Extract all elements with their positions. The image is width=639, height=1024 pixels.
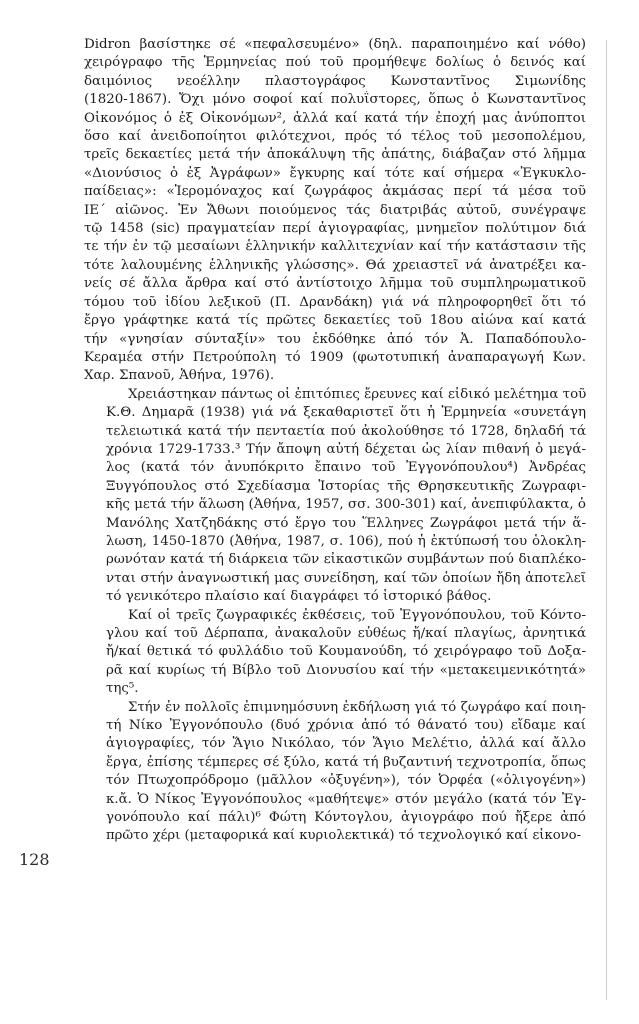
text-line: νείς σέ ἄλλα ἄρθρα καί στό ἀντίστοιχο λῆμμα τοῦ συμπληρωματικοῦ <box>84 276 586 292</box>
text-line: ρωνόταν κατά τή διάρκεια τῶν εἰκαστικῶν συμβάντων πού διαπλέκο- <box>106 552 586 568</box>
text-line: τή Νίκο Ἐγγονόπουλο (δυό χρόνια ἀπό τό θάνατό του) εἴδαμε καί <box>106 718 586 734</box>
text-line: λωση, 1450-1870 (Ἀθήνα, 1987, σ. 106), πού ἡ ἐκτύπωσή του ὁλοκλη- <box>106 533 586 549</box>
text-line: τότε λαλουμένης ἑλληνικῆς γλώσσης». Θά χρειαστεῖ νά ἀνατρέξει κα- <box>84 257 586 273</box>
page-edge-shadow <box>606 40 607 1000</box>
page-number: 128 <box>19 850 50 869</box>
text-line: κ.ἄ. Ὁ Νίκος Ἐγγονόπουλος «μαθήτεψε» στόν μεγάλο (κατά τόν Ἐγ- <box>106 791 586 807</box>
text-line: δαιμόνιος νεοέλλην πλαστογράφος Κωνσταντῖνος Σιμωνίδης <box>84 73 586 89</box>
text-line: τόμου τοῦ ἰδίου λεξικοῦ (Π. Δρανδάκη) γιά νά πληροφορηθεῖ ὅτι τό <box>84 294 586 310</box>
text-line: «Διονύσιος ὁ ἐξ Ἀγράφων» ἔγκυρης καί τότε καί σήμερα «Ἐγκυκλο- <box>84 165 586 181</box>
text-line: Χρειάστηκαν πάντως οἱ ἐπιτόπιες ἔρευνες καί εἰδικό μελέτημα τοῦ <box>128 386 586 402</box>
text-line: Οἰκονόμος ὁ ἐξ Οἰκονόμων², ἀλλά καί κατά τήν ἐποχή μας ἀνύποπτοι <box>84 110 586 126</box>
text-line: Ξυγγόπουλος στό Σχεδίασμα Ἱστορίας τῆς Θρησκευτικῆς Ζωγραφι- <box>106 478 586 494</box>
paragraph <box>84 699 586 846</box>
text-line: τελειωτικά κατά τήν πενταετία πού ἀκολούθησε τό 1728, δηλαδή τά <box>106 423 586 439</box>
text-line: ἔργα, ἐπίσης τέμπερες σέ ξύλο, κατά τή βυζαντινή τεχνοτροπία, ὅπως <box>106 754 586 770</box>
text-line: Didron βασίστηκε σέ «πεφαλσευμένο» (δηλ. παραποιημένο καί νόθο) <box>84 37 586 52</box>
text-line: τήν «γνησίαν σύνταξίν» του ἐκδόθηκε ἀπό τόν Ἀ. Παπαδόπουλο- <box>84 331 586 347</box>
text-line: ΙΕ΄ αἰῶνος. Ἐν Ἄθωνι ποιούμενος τάς διατριβάς αὐτοῦ, συνέγραψε <box>84 202 586 218</box>
text-line: κῆς μετά τήν ἅλωση (Ἀθήνα, 1957, σσ. 300-301) καί, ἀνεπιφύλακτα, ὁ <box>106 497 586 513</box>
text-line: Μανόλης Χατζηδάκης στό ἔργο του Ἕλληνες Ζωγράφοι μετά τήν ἅ- <box>106 515 586 531</box>
text-line: ὅσο καί ἀνειδοποίητοι φιλότεχνοι, πρός τό τέλος τοῦ μεσοπολέμου, <box>84 129 586 145</box>
text-line: Κ.Θ. Δημαρᾶ (1938) γιά νά ξεκαθαριστεῖ ὅτι ἡ Ἑρμηνεία «συνετάγη <box>106 405 586 421</box>
text-line: τόν Πτωχοπρόδρομο (μᾶλλον «ὀξυγένη»), τόν Ὀρφέα («ὀλιγογένη») <box>106 773 586 789</box>
text-line: τό γενικότερο πλαίσιο καί διαγράφει τό ἱστορικό βάθος. <box>106 589 492 605</box>
text-line: νται στήν ἀναγνωστική μας συνείδηση, καί τῶν ὁποίων ἤδη ἀποτελεῖ <box>106 570 586 586</box>
text-line: λος (κατά τόν ἀνυπόκριτο ἔπαινο τοῦ Ἐγγονόπουλου⁴) Ἀνδρέας <box>106 460 586 476</box>
text-line: της⁵. <box>106 681 139 697</box>
text-line: ἔργο γράφτηκε κατά τίς πρῶτες δεκαετίες τοῦ 18ου αἰώνα καί κατά <box>84 313 586 329</box>
text-line: τῷ 1458 (sic) πραγματείαν περί ἁγιογραφίας, μνημεῖον πολύτιμον διά <box>84 221 586 237</box>
text-line: χειρόγραφο τῆς Ἑρμηνείας πού τοῦ προμήθεψε δολίως ὁ δεινός καί <box>84 55 586 71</box>
text-line: γλου καί τοῦ Δέρπαπα, ἀνακαλοῦν εὐθέως ἤ/καί πλαγίως, ἀρνητικά <box>106 626 586 641</box>
text-line: (1820-1867). Ὄχι μόνο σοφοί καί πολυΐστορες, ὅπως ὁ Κωνσταντῖνος <box>84 92 586 108</box>
text-line: ἤ/καί θετικά τό φυλλάδιο τοῦ Κουμανούδη, τό χειρόγραφο τοῦ Δοξα- <box>106 644 586 660</box>
text-line: ἁγιογραφίες, τόν Ἅγιο Νικόλαο, τόν Ἅγιο Μελέτιο, ἀλλά καί ἄλλο <box>106 736 586 752</box>
text-line: Κεραμέα στήν Πετρούπολη τό 1909 (φωτοτυπική ἀναπαραγωγή Κων. <box>84 349 586 365</box>
text-line: ρᾶ καί κυρίως τή Βίβλο τοῦ Διονυσίου καί τήν «μετακειμενικότητά» <box>106 662 586 678</box>
paragraph <box>84 386 586 607</box>
text-line: τρεῖς δεκαετίες μετά τήν ἀποκάλυψη τῆς ἀπάτης, διάβαζαν στό λῆμμα <box>84 147 586 163</box>
text-line: παίδειας»: «Ἱερομόναχος καί ζωγράφος ἀκμάσας περί τά μέσα τοῦ <box>84 184 586 200</box>
paragraph <box>84 607 586 699</box>
text-line: Καί οἱ τρεῖς ζωγραφικές ἐκθέσεις, τοῦ Ἐγγονόπουλου, τοῦ Κόντο- <box>128 607 586 623</box>
text-line: πρῶτο χέρι (μεταφορικά καί κυριολεκτικά) τό τεχνολογικό καί εἰκονο- <box>106 828 582 844</box>
text-line: Χαρ. Σπανοῦ, Ἀθήνα, 1976). <box>84 368 275 384</box>
paragraph <box>84 36 586 386</box>
text-line: Στήν ἐν πολλοῖς ἐπιμνημόσυνη ἐκδήλωση γιά τό ζωγράφο καί ποιη- <box>128 699 586 715</box>
text-line: γονόπουλο καί πάλι)⁶ Φώτη Κόντογλου, ἁγιογράφο πού ἤξερε ἀπό <box>106 810 586 826</box>
body-text <box>84 36 586 846</box>
text-line: χρόνια 1729-1733.³ Τήν ἄποψη αὐτή δέχεται ὡς λίαν πιθανή ὁ μεγά- <box>106 441 586 457</box>
text-line: τε τήν ἐν τῷ μεσαίωνι ἑλληνικήν καλλιτεχνίαν καί τήν κατάστασιν τῆς <box>84 239 586 255</box>
